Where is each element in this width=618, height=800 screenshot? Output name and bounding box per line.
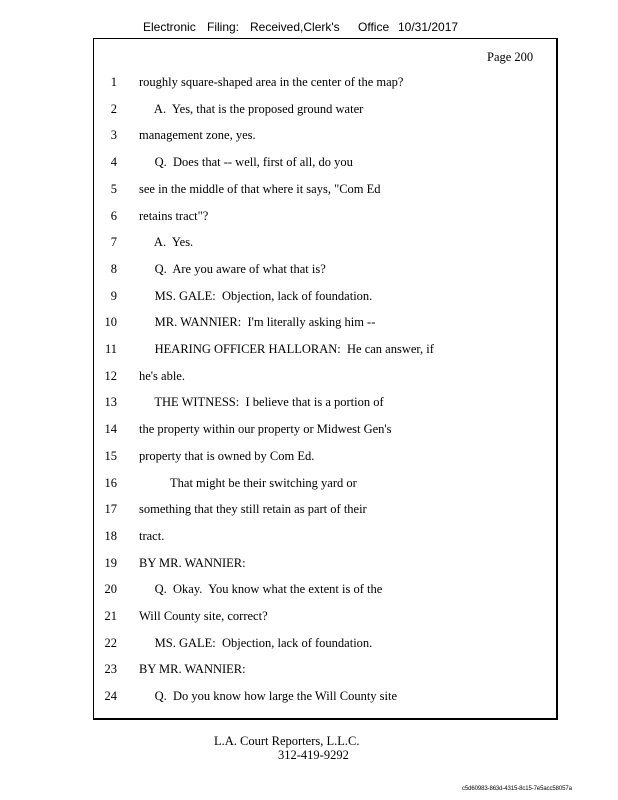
line-text: management zone, yes. xyxy=(139,128,256,143)
line-number: 12 xyxy=(104,368,117,383)
line-number: 20 xyxy=(104,582,117,597)
line-text: Q. Okay. You know what the extent is of the xyxy=(139,582,383,597)
line-text: see in the middle of that where it says, "Com Ed xyxy=(139,181,381,196)
line-number: 2 xyxy=(110,101,117,116)
line-text: HEARING OFFICER HALLORAN: He can answer, if xyxy=(139,342,434,356)
line-text: Q. Do you know how large the Will County site xyxy=(139,689,398,704)
line-number: 19 xyxy=(104,555,117,570)
line-text: Will County site, correct? xyxy=(139,609,268,623)
line-text: A. Yes. xyxy=(139,235,194,250)
transcript-line xyxy=(0,261,618,277)
line-number: 3 xyxy=(110,128,117,143)
line-number: 5 xyxy=(110,181,117,196)
line-text: MS. GALE: Objection, lack of foundation. xyxy=(139,288,373,303)
line-text: MS. GALE: Objection, lack of foundation. xyxy=(139,635,373,650)
transcript-line xyxy=(0,448,618,464)
line-text: Q. Does that -- well, first of all, do you xyxy=(139,155,353,170)
line-number: 8 xyxy=(110,261,117,276)
transcript-line xyxy=(0,234,618,250)
line-number: 4 xyxy=(110,155,117,170)
transcript-line xyxy=(0,688,618,704)
line-text: property that is owned by Com Ed. xyxy=(139,448,315,463)
transcript-line xyxy=(0,208,618,224)
line-text: BY MR. WANNIER: xyxy=(139,555,246,570)
line-text: MR. WANNIER: I'm literally asking him -- xyxy=(139,315,376,330)
transcript-line xyxy=(0,394,618,410)
line-number: 9 xyxy=(110,288,117,303)
header-electronic: Electronic xyxy=(143,20,196,34)
transcript-line xyxy=(0,421,618,437)
line-text: That might be their switching yard or xyxy=(139,475,357,490)
filing-header xyxy=(0,20,618,36)
transcript-line xyxy=(0,635,618,651)
line-text: BY MR. WANNIER: xyxy=(139,662,246,677)
line-text: retains tract"? xyxy=(139,208,209,223)
transcript-line xyxy=(0,154,618,170)
header-office: Office xyxy=(358,20,390,34)
line-text: THE WITNESS: I believe that is a portion of xyxy=(139,395,384,410)
line-number: 11 xyxy=(104,342,117,356)
footer-company: L.A. Court Reporters, L.L.C. xyxy=(214,734,360,748)
transcript-line xyxy=(0,127,618,143)
transcript-line xyxy=(0,475,618,491)
footer-phone: 312-419-9292 xyxy=(278,748,349,762)
document-hash: c5d60983-863d-4315-8c15-7e5acc58057a xyxy=(462,786,572,792)
line-number: 18 xyxy=(104,528,117,543)
line-number: 24 xyxy=(104,689,117,704)
line-number: 16 xyxy=(104,475,117,490)
page-number: Page 200 xyxy=(487,50,534,64)
line-text: tract. xyxy=(139,528,165,543)
transcript-line xyxy=(0,101,618,117)
line-number: 7 xyxy=(110,235,117,250)
line-text: the property within our property or Midwest Gen's xyxy=(139,422,392,437)
line-number: 17 xyxy=(104,502,117,517)
header-filing: Filing: xyxy=(207,20,240,34)
line-number: 15 xyxy=(104,448,117,463)
transcript-line xyxy=(0,74,618,90)
line-text: something that they still retain as part of their xyxy=(139,502,367,517)
transcript-line xyxy=(0,368,618,384)
line-number: 13 xyxy=(104,395,117,410)
line-text: Q. Are you aware of what that is? xyxy=(139,261,326,276)
transcript-line xyxy=(0,341,618,357)
line-number: 23 xyxy=(104,662,117,677)
transcript-line xyxy=(0,661,618,677)
transcript-line xyxy=(0,288,618,304)
line-number: 6 xyxy=(110,208,117,223)
line-text: A. Yes, that is the proposed ground water xyxy=(139,101,364,116)
transcript-line xyxy=(0,181,618,197)
transcript-line xyxy=(0,581,618,597)
transcript-line xyxy=(0,608,618,624)
transcript-line xyxy=(0,501,618,517)
line-text: he's able. xyxy=(139,368,185,383)
line-number: 21 xyxy=(104,609,117,623)
transcript-line xyxy=(0,314,618,330)
header-date: 10/31/2017 xyxy=(398,20,459,34)
header-received: Received,Clerk's xyxy=(250,20,340,34)
line-text: roughly square-shaped area in the center of the map? xyxy=(139,75,404,89)
transcript-line xyxy=(0,555,618,571)
line-number: 10 xyxy=(104,315,117,330)
line-number: 22 xyxy=(104,635,117,650)
transcript-line xyxy=(0,528,618,544)
line-number: 1 xyxy=(110,75,117,89)
line-number: 14 xyxy=(104,422,117,437)
